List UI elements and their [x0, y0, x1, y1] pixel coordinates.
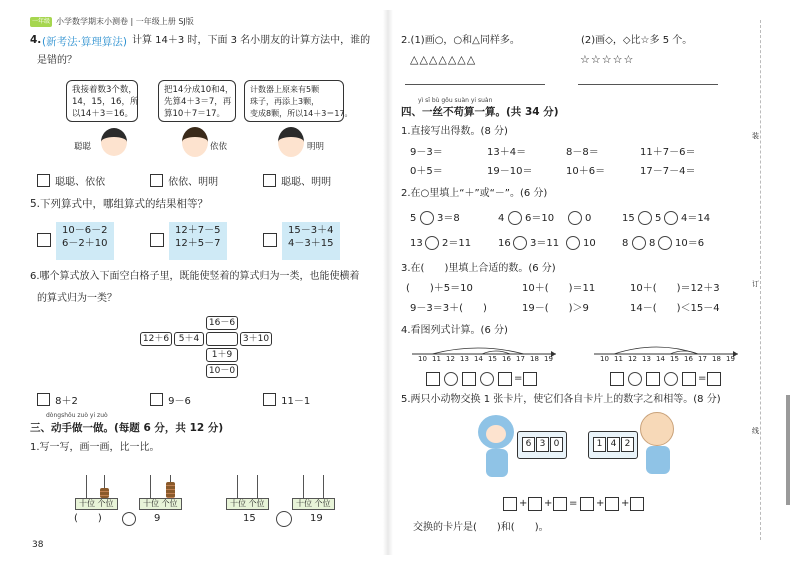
side-label-1: 装	[752, 132, 759, 140]
op-row2-a-right: 2＝11	[442, 238, 472, 249]
eq-box[interactable]	[646, 372, 660, 386]
card-1[interactable]: 1	[593, 437, 606, 452]
card-2[interactable]: 2	[621, 437, 634, 452]
monkey-body	[486, 449, 508, 477]
jump-arc	[614, 347, 698, 354]
q4-text-line1: 计算 14＋3 时，下面 3 名小朋友的计算方法中，谁的	[132, 35, 371, 46]
sec3-pinyin: dòngshǒu zuò yi zuò	[46, 412, 108, 419]
place-label-1: 十位 个位	[75, 498, 118, 510]
kid-congcong-avatar	[101, 128, 127, 156]
card-0[interactable]: 0	[550, 437, 563, 452]
place-label-2: 十位 个位	[139, 498, 182, 510]
name-mingming: 明明	[307, 142, 325, 152]
op-circle-8[interactable]	[566, 236, 580, 250]
plus-sign: +	[519, 498, 528, 509]
speech-bubble-congcong: 我接着数3个数， 14，15，16，所 以14＋3＝16。	[66, 80, 138, 122]
op-circle-4[interactable]	[638, 211, 652, 225]
side-label-3: 线	[752, 427, 759, 435]
card-6[interactable]: 6	[522, 437, 535, 452]
grid-cell-row-2: 5＋4	[174, 332, 204, 346]
value-9: 9	[154, 513, 161, 524]
kid-yiyi-avatar	[182, 127, 208, 157]
op-circle-3[interactable]	[568, 211, 582, 225]
op-row2-c-left: 8	[622, 238, 629, 249]
eq-box[interactable]	[707, 372, 721, 386]
q4-option-b[interactable]: 依依、明明	[150, 170, 218, 189]
sum-box[interactable]	[605, 497, 619, 511]
speech-bubble-mingming: 计数器上原来有5颗 珠子，再添上3颗， 变成8颗，所以14＋3＝17。	[244, 80, 344, 122]
grid-cell-col-4: 10－0	[206, 364, 238, 378]
fill-5[interactable]: 19－( )＞9	[522, 303, 589, 314]
eq-box[interactable]	[523, 372, 537, 386]
op-row1-b-right: 0	[585, 213, 592, 224]
op-circle-5[interactable]	[664, 211, 678, 225]
r-q3-title: 3.在( )里填上合适的数。(6 分)	[401, 263, 556, 274]
r-q1-title: 1.直接写出得数。(8 分)	[401, 126, 508, 137]
op-circle-2[interactable]	[508, 211, 522, 225]
eq-box[interactable]	[462, 372, 476, 386]
r-q2-part2: (2)画◇，◇比☆多 5 个。	[581, 35, 693, 46]
checkbox[interactable]	[263, 174, 276, 187]
eq-sign: =	[698, 373, 707, 384]
q6-text-line2: 的算式归为一类？	[37, 293, 117, 304]
op-circle-6[interactable]	[425, 236, 439, 250]
q4-option-c[interactable]: 聪聪、明明	[263, 170, 331, 189]
eq-sign: =	[569, 498, 578, 509]
card-3[interactable]: 3	[536, 437, 549, 452]
q6-option-b[interactable]: 9－6	[150, 389, 191, 408]
puppy-icon	[640, 412, 674, 446]
q4-tag: (新考法·算理算法)	[42, 36, 128, 48]
r-q5-title: 5.两只小动物交换 1 张卡片，使它们各自卡片上的数字之和相等。(8 分)	[401, 394, 721, 405]
paren-1: ( )	[74, 513, 102, 524]
calc-3: 8－8＝	[566, 147, 599, 158]
place-label-3: 十位 个位	[226, 498, 269, 510]
abacus-2-rod-tens	[150, 475, 151, 499]
eq-circle[interactable]	[664, 372, 678, 386]
fill-3[interactable]: 10＋( )＝12＋3	[630, 283, 720, 294]
page-edge	[786, 395, 790, 505]
r-q2-part1: 2.(1)画○，○和△同样多。	[401, 35, 520, 46]
calc-5: 0＋5＝	[410, 166, 443, 177]
name-yiyi: 依依	[210, 142, 228, 152]
page-spine	[383, 10, 393, 555]
calc-8: 17－7－4＝	[640, 166, 696, 177]
eq-box[interactable]	[426, 372, 440, 386]
jump-arc	[432, 348, 524, 354]
checkbox[interactable]	[37, 393, 50, 406]
eq-box[interactable]	[610, 372, 624, 386]
binding-line	[760, 20, 762, 540]
calc-6: 19－10＝	[487, 166, 533, 177]
op-row2-b-mid: 3＝11	[530, 238, 560, 249]
r-q2-answer-line-1	[405, 84, 545, 85]
q5-title: 5.下列算式中，哪组算式的结果相等？	[30, 198, 209, 210]
compare-circle-2[interactable]	[276, 511, 292, 527]
q5-checkbox-a[interactable]	[37, 233, 51, 247]
compare-circle-1[interactable]	[122, 512, 136, 526]
eq-circle[interactable]	[480, 372, 494, 386]
abacus-4-rod-ones	[323, 475, 324, 499]
value-15: 15	[243, 513, 256, 524]
kid-mingming-avatar	[278, 127, 304, 157]
header-badge: 一年级	[31, 18, 50, 25]
op-row1-b-mid: 6＝10	[525, 213, 555, 224]
q5-checkbox-b[interactable]	[150, 233, 164, 247]
q5-group-a: 10－6－2 6－2＋10	[56, 222, 114, 260]
plus-sign: +	[596, 498, 605, 509]
op-row1-c-right: 4＝14	[681, 213, 711, 224]
plus-sign: +	[544, 498, 553, 509]
q6-text-line1: 6.哪个算式放入下面空白格子里，既能使竖着的算式归为一类，也能使横着	[30, 271, 360, 282]
op-row1-a-left: 5	[410, 213, 417, 224]
sum-box[interactable]	[503, 497, 517, 511]
grid-cell-col-1: 16－6	[206, 316, 238, 330]
fill-1[interactable]: ( )＋5＝10	[406, 283, 473, 294]
abacus-1-beads	[100, 488, 109, 498]
sec4-pinyin: yì sī bù gǒu suàn yi suàn	[418, 97, 493, 104]
card-4[interactable]: 4	[607, 437, 620, 452]
op-row1-a-right: 3＝8	[437, 213, 460, 224]
calc-1: 9－3＝	[410, 147, 443, 158]
sum-box[interactable]	[630, 497, 644, 511]
sum-box[interactable]	[553, 497, 567, 511]
fill-4[interactable]: 9－3＝3＋( )	[410, 303, 487, 314]
name-congcong: 聪聪	[74, 142, 92, 152]
abacus-2-beads	[166, 482, 175, 498]
op-row2-a-left: 13	[410, 238, 423, 249]
side-label-2: 订	[752, 280, 759, 288]
checkbox[interactable]	[150, 174, 163, 187]
number-line-2	[592, 340, 742, 368]
sec4-title: 四、一丝不苟算一算。(共 34 分)	[401, 106, 559, 118]
puppy-body	[646, 446, 670, 474]
checkbox[interactable]	[150, 393, 163, 406]
q4-option-a[interactable]: 聪聪、依依	[37, 170, 105, 189]
checkbox[interactable]	[263, 393, 276, 406]
number-line-1	[410, 340, 560, 368]
op-row2-c-mid: 8	[649, 238, 656, 249]
fill-2[interactable]: 10＋( )＝11	[522, 283, 596, 294]
r-q2-stars: ☆☆☆☆☆	[580, 53, 635, 66]
calc-2: 13＋4＝	[487, 147, 527, 158]
op-circle-10[interactable]	[658, 236, 672, 250]
monkey-face	[486, 425, 506, 443]
plus-sign: +	[621, 498, 630, 509]
q6-option-c[interactable]: 11－1	[263, 389, 310, 408]
eq-box[interactable]	[498, 372, 512, 386]
r-q2-triangles: △△△△△△△	[410, 53, 477, 66]
op-row1-b-left: 4	[498, 213, 505, 224]
sec3-title: 三、动手做一做。(每题 6 分，共 12 分)	[30, 422, 224, 434]
op-row2-b-right: 10	[583, 238, 596, 249]
op-circle-9[interactable]	[632, 236, 646, 250]
header-title: 小学数学期末小测卷 | 一年级上册 SJ版	[56, 17, 194, 26]
eq-circle[interactable]	[444, 372, 458, 386]
calc-7: 10＋6＝	[566, 166, 606, 177]
r-q2-answer-line-2	[578, 84, 718, 85]
q6-option-a[interactable]: 8＋2	[37, 389, 78, 408]
q4-number: 4.	[30, 34, 42, 46]
grid-cell-col-3: 1＋9	[206, 348, 238, 362]
r-q4-title: 4.看图列式计算。(6 分)	[401, 325, 508, 336]
sum-box[interactable]	[528, 497, 542, 511]
op-row1-c-mid: 5	[655, 213, 662, 224]
r-q5-answer: 交换的卡片是( )和( )。	[413, 522, 549, 533]
q5-checkbox-c[interactable]	[263, 233, 277, 247]
abacus-3-rod-ones	[257, 475, 258, 499]
r-q2b-title: 2.在○里填上“＋”或“－”。(6 分)	[401, 188, 548, 199]
eq-circle[interactable]	[628, 372, 642, 386]
op-row2-c-right: 10＝6	[675, 238, 705, 249]
abacus-3-rod-tens	[237, 475, 238, 499]
op-row1-c-left: 15	[622, 213, 635, 224]
eq-sign: =	[514, 373, 523, 384]
eq-box[interactable]	[682, 372, 696, 386]
grid-cell-blank[interactable]	[206, 332, 238, 346]
q4-text-line2: 是错的？	[37, 55, 77, 66]
q5-group-b: 12＋7－5 12＋5－7	[169, 222, 227, 260]
page-number: 38	[32, 540, 44, 550]
checkbox[interactable]	[37, 174, 50, 187]
grid-cell-row-4: 3＋10	[240, 332, 272, 346]
place-label-4: 十位 个位	[292, 498, 335, 510]
op-row2-b-left: 16	[498, 238, 511, 249]
sec3-q1: 1.写一写，画一画，比一比。	[30, 442, 160, 453]
op-circle-1[interactable]	[420, 211, 434, 225]
value-19: 19	[310, 513, 323, 524]
op-circle-7[interactable]	[513, 236, 527, 250]
speech-bubble-yiyi: 把14分成10和4， 先算4＋3＝7，再 算10＋7＝17。	[158, 80, 236, 122]
calc-4: 11＋7－6＝	[640, 147, 696, 158]
abacus-1-rod-tens	[86, 475, 87, 499]
abacus-4-rod-tens	[303, 475, 304, 499]
fill-6[interactable]: 14－( )＜15－4	[630, 303, 720, 314]
q5-group-c: 15－3＋4 4－3＋15	[282, 222, 340, 260]
grid-cell-row-1: 12＋6	[140, 332, 172, 346]
sum-box[interactable]	[580, 497, 594, 511]
